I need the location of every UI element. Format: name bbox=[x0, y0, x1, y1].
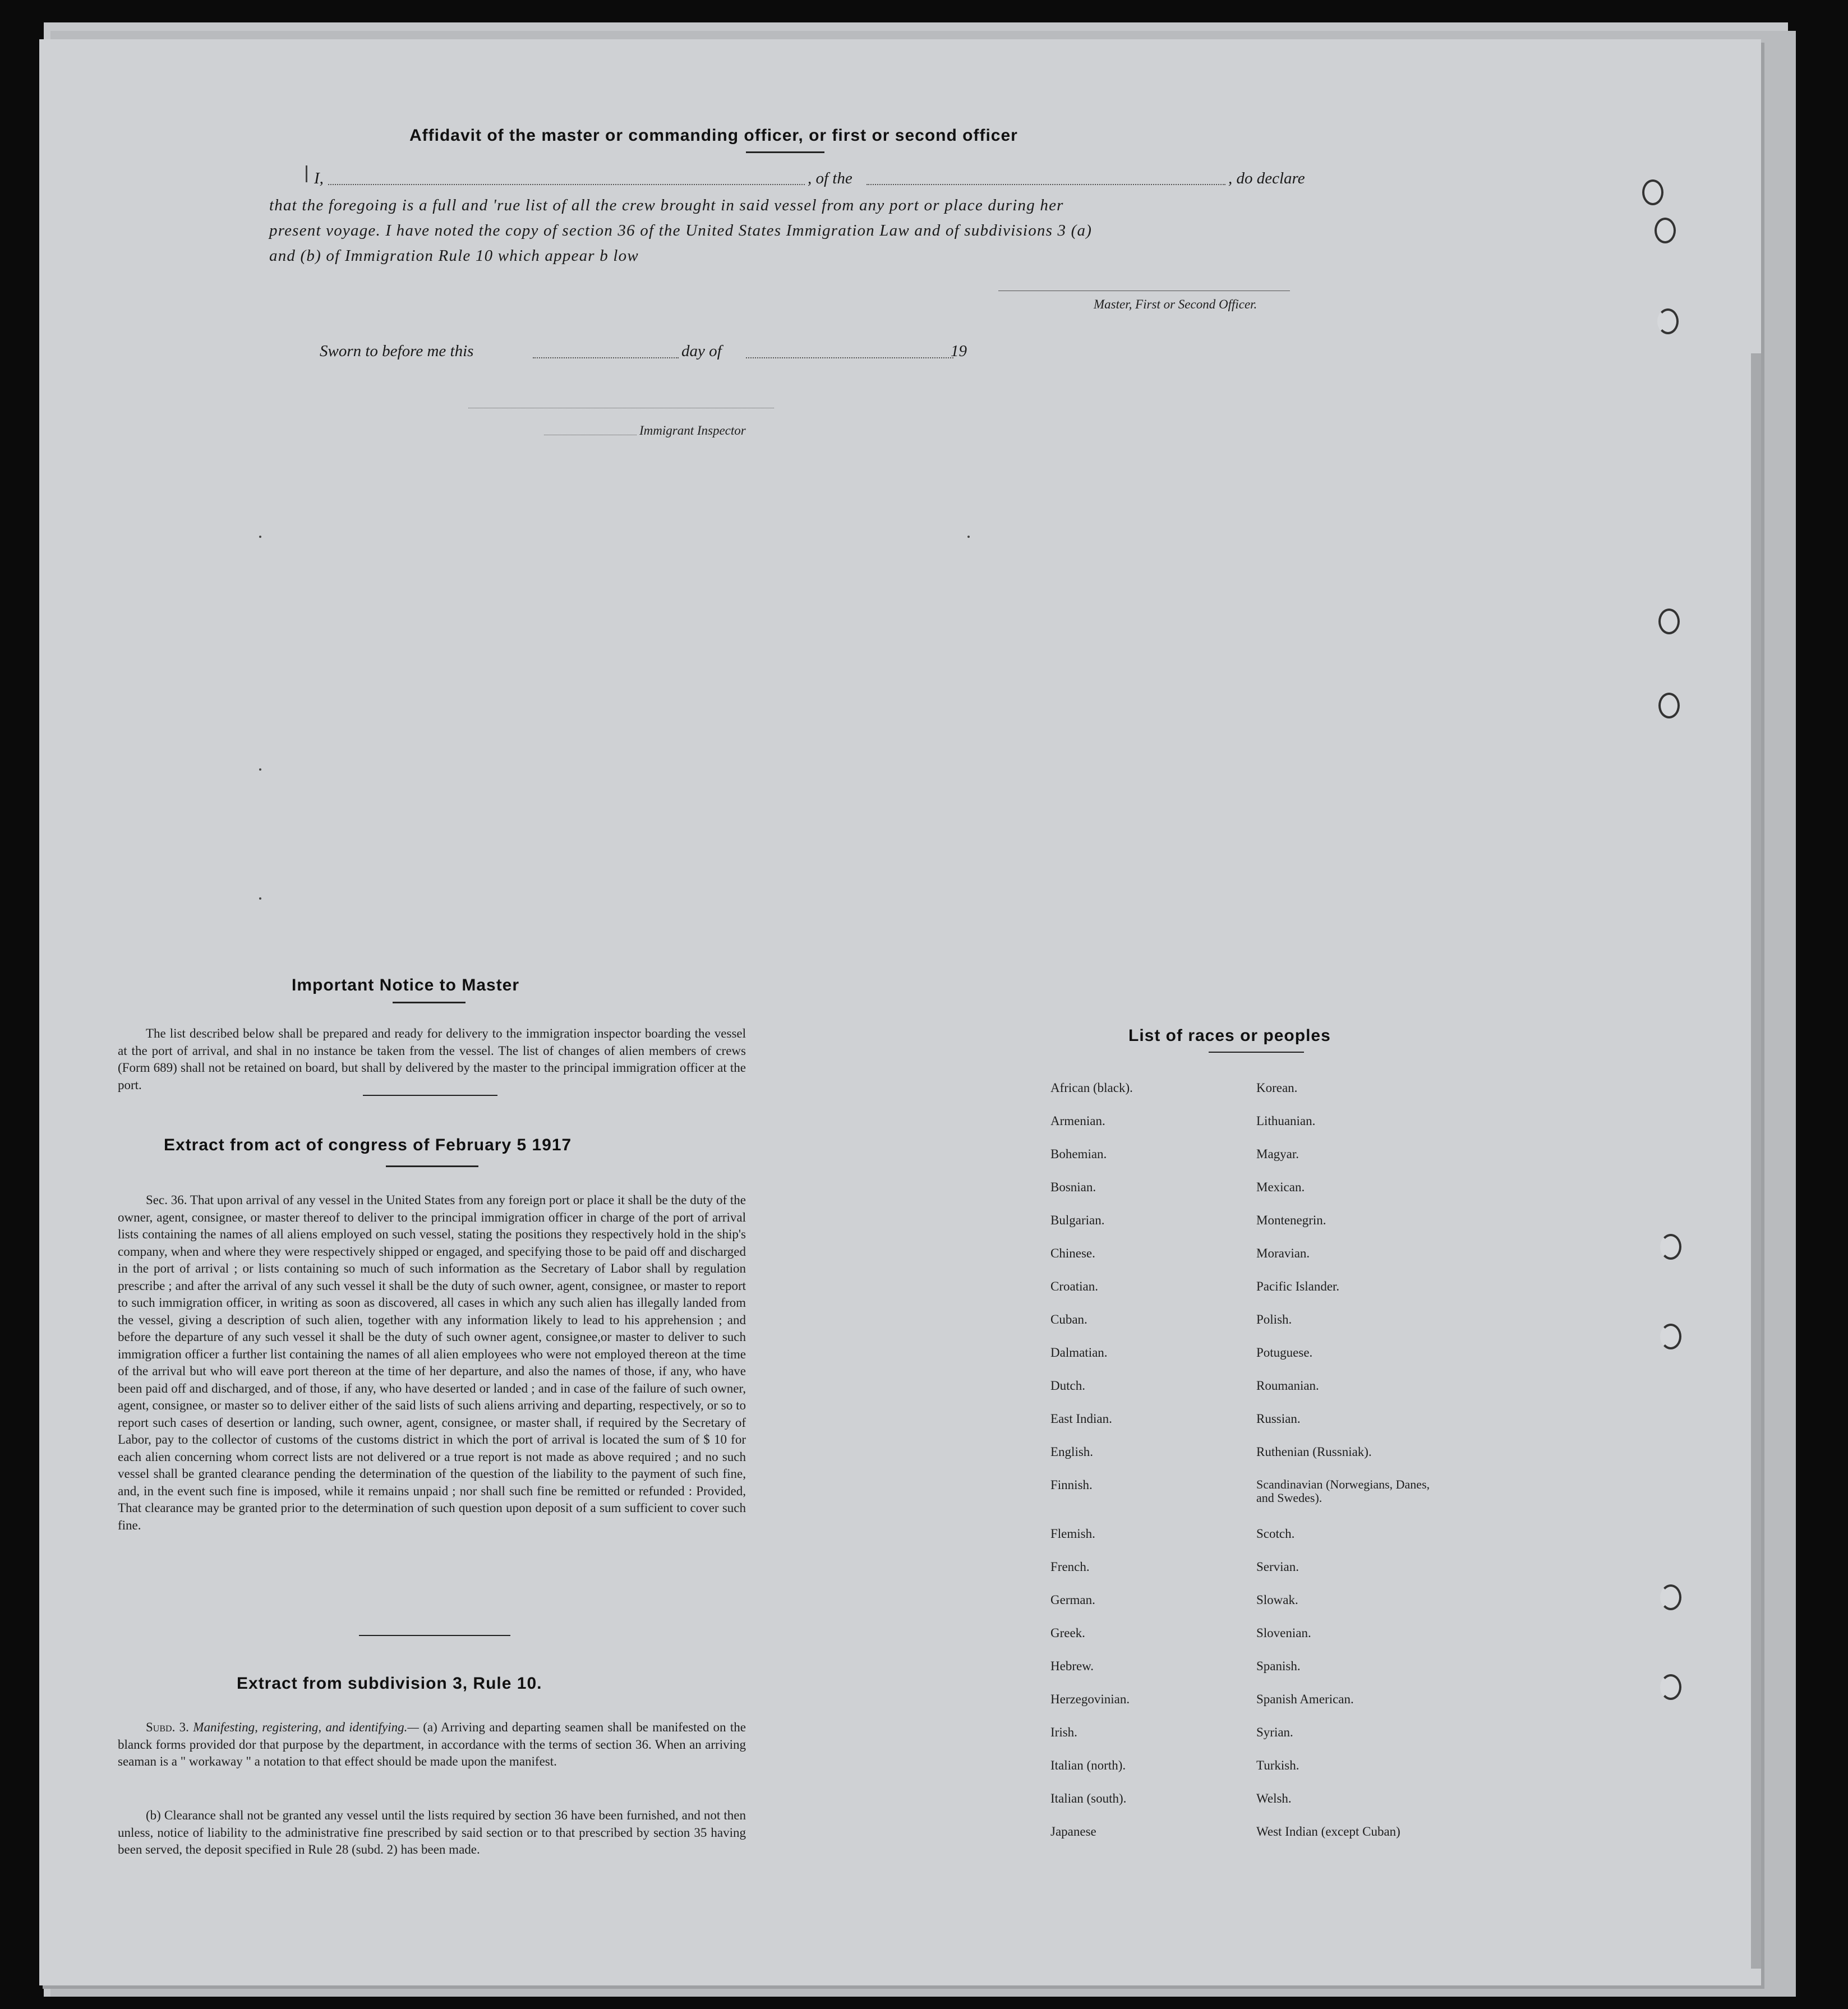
race-item: African (black). bbox=[1050, 1081, 1133, 1095]
race-item: Servian. bbox=[1256, 1560, 1299, 1574]
master-signature-label: Master, First or Second Officer. bbox=[1094, 297, 1257, 311]
binder-hole bbox=[1660, 1324, 1681, 1349]
race-item: English. bbox=[1050, 1445, 1094, 1459]
race-item: Japanese bbox=[1050, 1824, 1096, 1838]
race-item: Moravian. bbox=[1256, 1246, 1310, 1260]
race-item: German. bbox=[1050, 1593, 1095, 1607]
race-item: Spanish American. bbox=[1256, 1692, 1354, 1706]
race-item: French. bbox=[1050, 1560, 1090, 1574]
race-item: Chinese. bbox=[1050, 1246, 1095, 1260]
sworn-year: 19 bbox=[951, 342, 967, 360]
race-item: Russian. bbox=[1256, 1412, 1301, 1426]
race-item: Bulgarian. bbox=[1050, 1213, 1105, 1227]
inspector-label: Immigrant Inspector bbox=[639, 423, 746, 437]
race-item: Cuban. bbox=[1050, 1312, 1087, 1326]
races-title: List of races or peoples bbox=[1128, 1026, 1331, 1045]
race-item: Slowak. bbox=[1256, 1593, 1298, 1607]
race-item: Herzegovinian. bbox=[1050, 1692, 1130, 1706]
race-item: Italian (north). bbox=[1050, 1758, 1126, 1772]
race-item: Greek. bbox=[1050, 1626, 1085, 1640]
race-item: Pacific Islander. bbox=[1256, 1279, 1340, 1293]
affidavit-i: I, bbox=[314, 169, 324, 187]
race-item: Dutch. bbox=[1050, 1379, 1085, 1393]
race-item: Flemish. bbox=[1050, 1527, 1095, 1541]
affidavit-line-4: and (b) of Immigration Rule 10 which appear b low bbox=[269, 247, 639, 265]
race-item: Ruthenian (Russniak). bbox=[1256, 1445, 1372, 1459]
race-item: Montenegrin. bbox=[1256, 1213, 1326, 1227]
race-item: Polish. bbox=[1256, 1312, 1292, 1326]
binder-hole bbox=[1658, 609, 1680, 634]
race-item: Finnish. bbox=[1050, 1478, 1093, 1492]
sworn-day-of: day of bbox=[681, 342, 722, 360]
title-underline bbox=[746, 151, 824, 153]
name-line[interactable] bbox=[328, 184, 805, 185]
margin-mark bbox=[306, 165, 307, 182]
speck bbox=[259, 768, 261, 771]
title-underline bbox=[386, 1165, 478, 1167]
speck bbox=[967, 536, 970, 538]
binder-hole bbox=[1660, 1234, 1681, 1260]
binder-hole bbox=[1660, 1584, 1681, 1610]
race-item: Syrian. bbox=[1256, 1725, 1293, 1739]
affidavit-declare: , do declare bbox=[1228, 169, 1305, 187]
race-item: Scotch. bbox=[1256, 1527, 1295, 1541]
race-item: Hebrew. bbox=[1050, 1659, 1094, 1673]
speck bbox=[259, 897, 261, 900]
act-extract-text: Sec. 36. That upon arrival of any vessel in the United States from any foreign port or place it shall be the duty of the owner, agent, consignee, or master thereof to deliver to the principal immigration officer in charge of the port of arrival lists containing the names of all aliens employed on such vessel, stating the positions they respectively hold in the ship's company, when and where they were respectively shipped or engaged, and specifying those to be paid off and discharged in the port of arrival ; or lists containing so much of such information as the Secretary of Labor shall by regulation prescribe ; and after the arrival of any such vessel it shall be the duty of such owner, agent, consignee, or master to report to such immigration officer, in writing as soon as discovered, all cases in which any such alien has illegally landed from the vessel, giving a description of such alien, together with any information likely to lead to his apprehension ; and before the departure of any such vessel it shall be the duty of such owner agent, consignee,or master to deliver to such immigration officer a further list containing the names of all alien employees who were not employed thereon at the time of the arrival but who will eave port thereon at the time of her departure, and also the names of those, if any, who have been paid off and discharged, and of those, if any, who have deserted or landed ; and in case of the failure of such owner, agent, consignee, or master so to deliver either of the said lists of such aliens arriving and departing, respectively, or so to report such cases of desertion or landing, such owner, agent, consignee, or master shall, if required by the Secretary of Labor, pay to the collector of customs of the customs district in which the port of arrival is located the sum of $ 10 for each alien concerning whom correct lists are not delivered or a true report is not made as above required ; and no such vessel shall be granted clearance pending the determination of the question of the liability to the payment of such fine, and, in the event such fine is imposed, while it remains unpaid ; nor shall such fine be remitted or refunded : Provided, That clearance may be granted prior to the determination of such question upon deposit of a sum sufficient to cover such fine. bbox=[118, 1193, 746, 1532]
race-item: Scandinavian (Norwegians, Danes, and Swedes). bbox=[1256, 1477, 1430, 1505]
notice-text: The list described below shall be prepared and ready for delivery to the immigration inspector boarding the vessel at the port of arrival, and shal in no instance be taken from the vessel. The list of changes of alien members of crews (Form 689) shall not be retained on board, but shall by delivered by the master to the principal immigration officer at the port. bbox=[118, 1026, 746, 1092]
notice-title: Important Notice to Master bbox=[292, 976, 520, 994]
rule-subd-b: (b) Clearance shall not be granted any vessel until the lists required by section 36 have been furnished, and not then unless, notice of liability to the administrative fine prescribed by said section or to that prescribed by section 35 having been served, the deposit specified in Rule 28 (subd. 2) has been made. bbox=[118, 1808, 746, 1856]
subd-para-a: (a) Arriving and departing seamen shall be manifested on the blanck forms provided dor that purpose by the department, in accordance with the terms of section 36. When an arriving seaman is a " workaway " a notation to that effect should be made upon the manifest. bbox=[118, 1720, 746, 1768]
act-extract-title: Extract from act of congress of February 5 1917 bbox=[164, 1136, 572, 1154]
sworn-month-line[interactable] bbox=[746, 357, 953, 358]
subd-label: Subd. 3. bbox=[146, 1720, 189, 1734]
race-item: East Indian. bbox=[1050, 1412, 1112, 1426]
race-item: Bohemian. bbox=[1050, 1147, 1107, 1161]
title-underline bbox=[393, 1002, 466, 1003]
race-item: Spanish. bbox=[1256, 1659, 1301, 1673]
binder-hole bbox=[1657, 308, 1679, 334]
vessel-line[interactable] bbox=[867, 184, 1225, 185]
race-item: Mexican. bbox=[1256, 1180, 1305, 1194]
document-page bbox=[39, 39, 1761, 1985]
binder-hole bbox=[1642, 179, 1663, 205]
binder-hole bbox=[1660, 1674, 1681, 1700]
section-divider bbox=[359, 1635, 510, 1636]
race-item: Dalmatian. bbox=[1050, 1346, 1108, 1360]
affidavit-of-the: , of the bbox=[808, 169, 852, 187]
race-item: West Indian (except Cuban) bbox=[1256, 1824, 1400, 1838]
race-item: Bosnian. bbox=[1050, 1180, 1096, 1194]
race-item: Lithuanian. bbox=[1256, 1114, 1316, 1128]
sworn-date-line[interactable] bbox=[533, 357, 679, 358]
subd-heading: Manifesting, registering, and identifying.— bbox=[193, 1720, 419, 1734]
race-item: Italian (south). bbox=[1050, 1791, 1127, 1805]
race-item: Roumanian. bbox=[1256, 1379, 1319, 1393]
sworn-prefix: Sworn to before me this bbox=[320, 342, 474, 360]
race-item: Croatian. bbox=[1050, 1279, 1098, 1293]
title-underline bbox=[1209, 1052, 1304, 1053]
race-item: Magyar. bbox=[1256, 1147, 1299, 1161]
affidavit-line-2: that the foregoing is a full and 'rue list of all the crew brought in said vessel from any port or place during her bbox=[269, 196, 1064, 214]
race-item: Welsh. bbox=[1256, 1791, 1292, 1805]
race-item: Slovenian. bbox=[1256, 1626, 1311, 1640]
binder-hole bbox=[1655, 218, 1676, 243]
affidavit-title: Affidavit of the master or commanding officer, or first or second officer bbox=[409, 126, 1018, 145]
binder-hole bbox=[1658, 693, 1680, 718]
affidavit-line-3: present voyage. I have noted the copy of section 36 of the United States Immigration Law and of subdivisions 3 (a) bbox=[269, 222, 1093, 239]
rule-extract-title: Extract from subdivision 3, Rule 10. bbox=[237, 1674, 542, 1693]
section-divider bbox=[363, 1095, 497, 1096]
race-item: Turkish. bbox=[1256, 1758, 1299, 1772]
race-item: Irish. bbox=[1050, 1725, 1077, 1739]
race-item: Potuguese. bbox=[1256, 1346, 1313, 1360]
rule-subd-a bbox=[118, 1719, 746, 1771]
race-item: Armenian. bbox=[1050, 1114, 1105, 1128]
speck bbox=[259, 536, 261, 538]
race-item: Korean. bbox=[1256, 1081, 1298, 1095]
